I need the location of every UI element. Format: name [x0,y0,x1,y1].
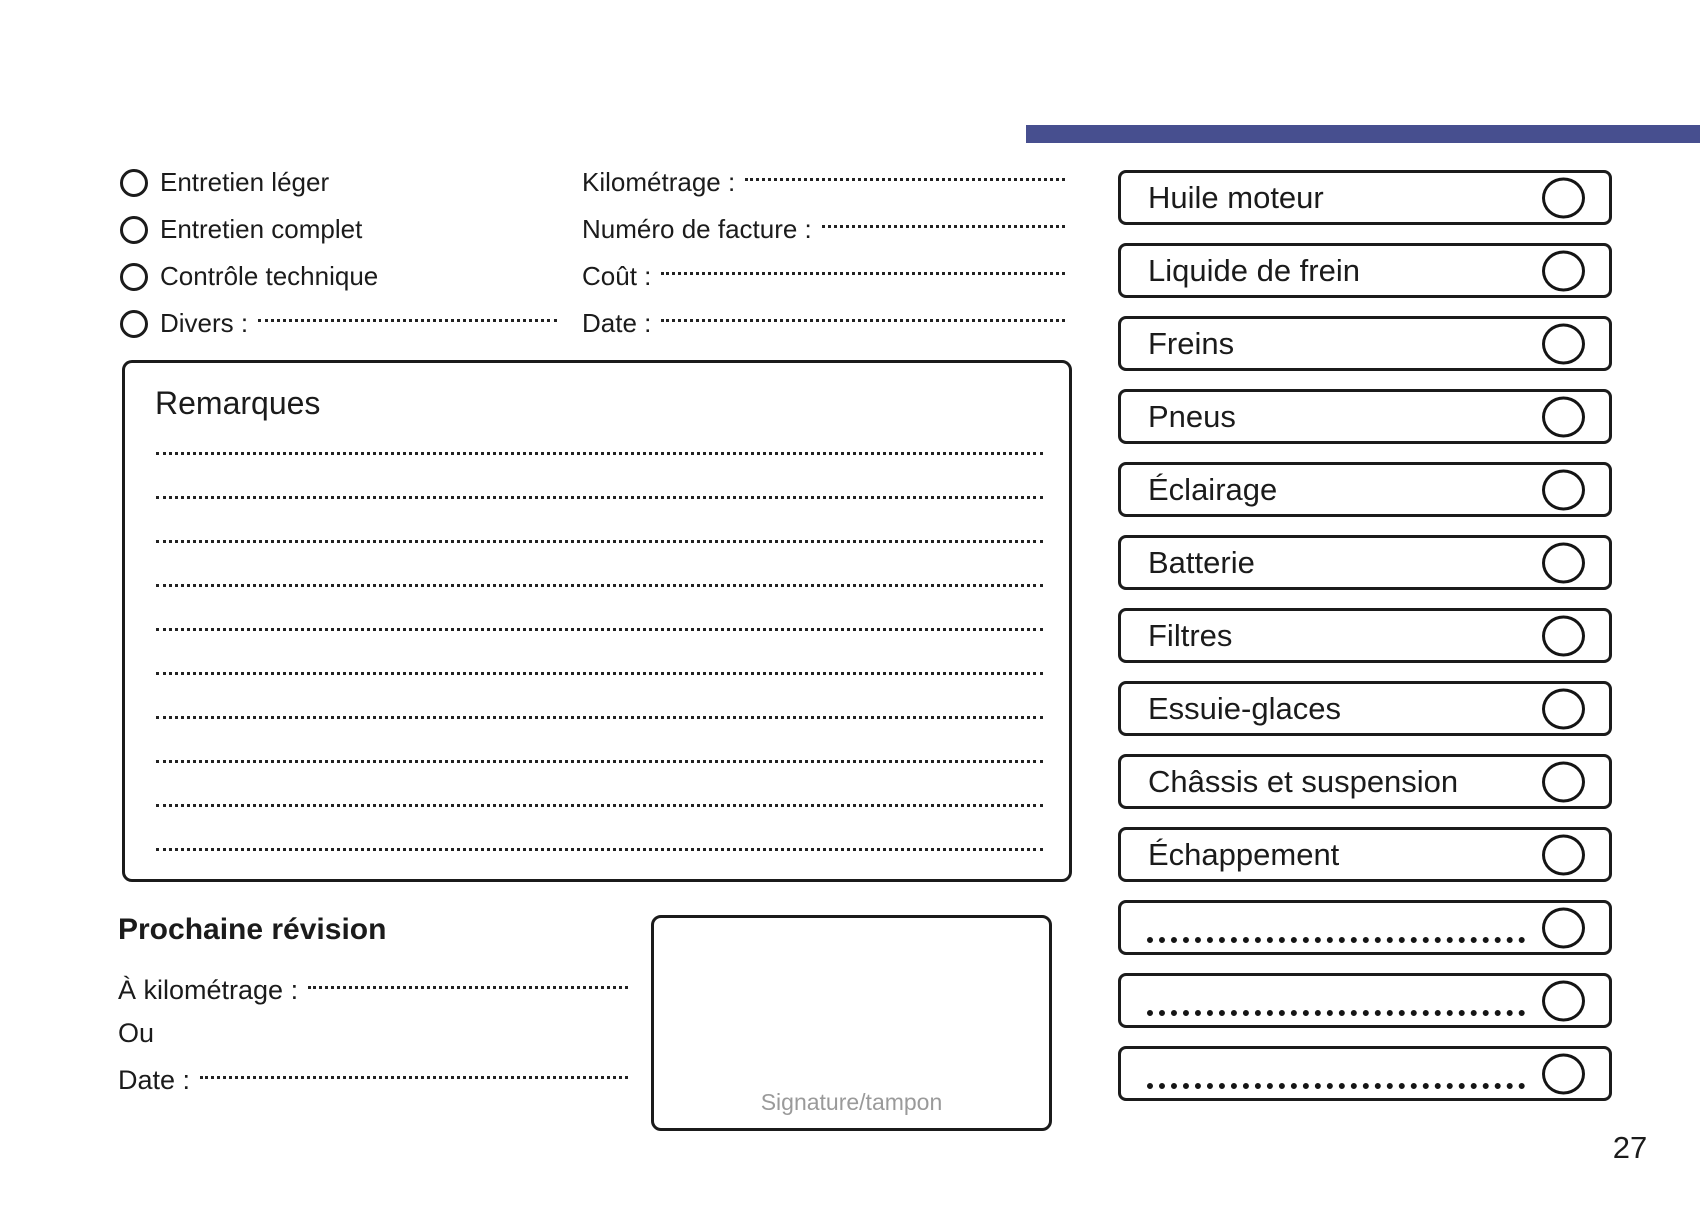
next-mileage-label: À kilométrage : [118,974,299,1005]
blank-label-dots [1147,1010,1525,1016]
checklist-label: Éclairage [1148,471,1278,507]
field-label: Coût : [582,261,652,291]
field-label: Numéro de facture : [582,214,812,244]
remarks-blank-line [156,496,1043,499]
field-label: Kilométrage : [582,167,736,197]
leader-line [661,319,1065,322]
check-circle-icon[interactable] [1542,761,1585,802]
leader-line [308,986,628,989]
service-type-option [120,159,557,206]
checklist-label: Batterie [1148,544,1255,580]
remarks-blank-line [156,540,1043,543]
service-type-label: Contrôle technique [160,261,379,291]
leader-line [822,225,1065,228]
checklist-row [1118,243,1612,298]
remarks-blank-line [156,848,1043,851]
next-service-title: Prochaine révision [118,913,387,946]
remarks-blank-line [156,716,1043,719]
field-row [582,206,1065,253]
field-row [582,253,1065,300]
remarks-blank-line [156,452,1043,455]
checklist-row [1118,316,1612,371]
checklist-row [1118,170,1612,225]
leader-line [258,319,557,322]
checklist-label: Huile moteur [1148,179,1324,215]
check-circle-icon[interactable] [1542,834,1585,875]
accent-bar [1026,125,1700,143]
checklist-label: Pneus [1148,398,1236,434]
signature-box [651,915,1052,1131]
check-circle-icon[interactable] [1542,1053,1585,1094]
remarks-blank-line [156,672,1043,675]
radio-circle-icon[interactable] [120,263,148,291]
check-circle-icon[interactable] [1542,688,1585,729]
field-label: Date : [582,308,652,338]
checklist-row [1118,754,1612,809]
check-circle-icon[interactable] [1542,980,1585,1021]
check-circle-icon[interactable] [1542,907,1585,948]
checklist-label: Essuie-glaces [1148,690,1341,726]
service-type-options [120,159,557,347]
checklist-row [1118,973,1612,1028]
checklist [1118,170,1612,1119]
checklist-label: Filtres [1148,617,1233,653]
remarks-blank-line [156,628,1043,631]
radio-circle-icon[interactable] [120,216,148,244]
blank-label-dots [1147,1083,1525,1089]
checklist-row [1118,608,1612,663]
checklist-label: Échappement [1148,836,1340,872]
service-type-option [120,206,557,253]
remarks-blank-line [156,584,1043,587]
service-type-option [120,300,557,347]
checklist-row [1118,681,1612,736]
remarks-title: Remarques [155,385,321,421]
check-circle-icon[interactable] [1542,542,1585,583]
field-row [582,300,1065,347]
check-circle-icon[interactable] [1542,250,1585,291]
service-type-label: Divers : [160,308,249,338]
checklist-label: Liquide de frein [1148,252,1360,288]
checklist-row [1118,535,1612,590]
remarks-box [122,360,1072,882]
service-type-label: Entretien léger [160,167,330,197]
checklist-row [1118,389,1612,444]
check-circle-icon[interactable] [1542,615,1585,656]
or-label: Ou [118,1018,155,1048]
blank-label-dots [1147,937,1525,943]
radio-circle-icon[interactable] [120,310,148,338]
field-row [582,159,1065,206]
checklist-row [1118,900,1612,955]
checklist-row [1118,1046,1612,1101]
leader-line [200,1076,628,1079]
leader-line [661,272,1065,275]
check-circle-icon[interactable] [1542,469,1585,510]
checklist-row [1118,827,1612,882]
leader-line [745,178,1065,181]
check-circle-icon[interactable] [1542,323,1585,364]
checklist-label: Freins [1148,325,1235,361]
signature-label: Signature/tampon [760,1089,943,1115]
remarks-blank-line [156,804,1043,807]
next-mileage-row [118,972,628,1008]
service-type-label: Entretien complet [160,214,363,244]
next-date-row [118,1062,628,1098]
next-date-label: Date : [118,1064,191,1095]
remarks-blank-line [156,760,1043,763]
radio-circle-icon[interactable] [120,169,148,197]
checklist-label: Châssis et suspension [1148,763,1459,799]
service-type-option [120,253,557,300]
checklist-row [1118,462,1612,517]
check-circle-icon[interactable] [1542,177,1585,218]
invoice-fields [582,159,1065,347]
check-circle-icon[interactable] [1542,396,1585,437]
page-number: 27 [1612,1130,1648,1165]
